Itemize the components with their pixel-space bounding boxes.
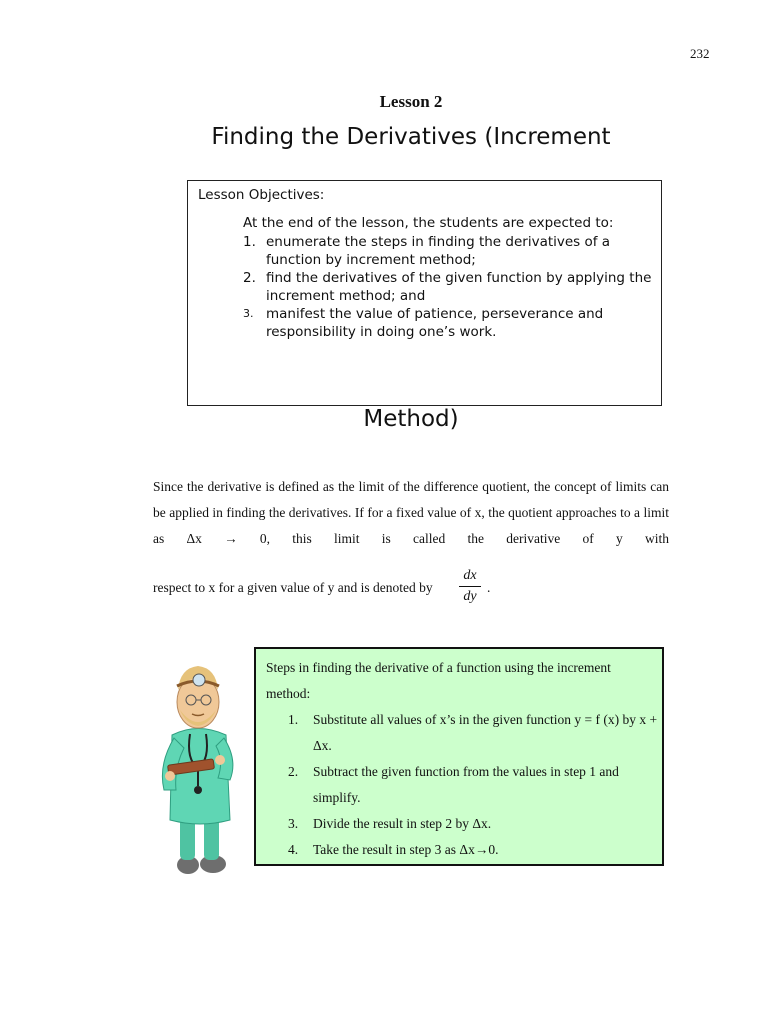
list-item-text: enumerate the steps in finding the derivatives of a function by increment method; — [266, 234, 611, 268]
fraction-denominator: dy — [463, 589, 477, 604]
doctor-with-clipboard-icon — [150, 650, 240, 885]
list-item-number: 2. — [243, 270, 256, 286]
list-item — [288, 707, 658, 759]
list-item-text: Subtract the given function from the values in step 1 and simplify. — [313, 764, 619, 805]
list-item-number: 3. — [288, 816, 299, 831]
objectives-list — [243, 233, 653, 341]
list-item — [288, 811, 658, 837]
list-item-number: 1. — [243, 234, 256, 250]
objectives-box — [187, 180, 662, 406]
list-item — [288, 837, 658, 863]
list-item — [243, 233, 653, 269]
sentence-period: . — [487, 580, 491, 595]
page-title-continued: Method) — [363, 406, 459, 432]
body-paragraph-last-line: respect to x for a given value of y and is denoted by — [153, 580, 433, 595]
list-item — [243, 305, 653, 341]
page-number: 232 — [690, 46, 710, 61]
list-item — [288, 759, 658, 811]
steps-box — [254, 647, 664, 866]
list-item-text: manifest the value of patience, perseverance and responsibility in doing one’s work. — [266, 306, 604, 340]
list-item-number: 3. — [243, 307, 254, 320]
list-item-number: 4. — [288, 842, 299, 857]
list-item-text: find the derivatives of the given function by applying the increment method; and — [266, 270, 652, 304]
objectives-intro: At the end of the lesson, the students are expected to: — [243, 215, 614, 231]
list-item — [243, 269, 653, 305]
steps-intro: Steps in finding the derivative of a function using the increment method: — [266, 660, 611, 701]
objectives-heading: Lesson Objectives: — [198, 187, 325, 203]
list-item-number: 2. — [288, 764, 299, 779]
derivative-fraction — [458, 566, 482, 607]
lesson-label: Lesson 2 — [379, 92, 443, 111]
list-item-text: Divide the result in step 2 by Δx. — [313, 816, 492, 831]
list-item-text: Substitute all values of x’s in the given function y = f (x) by x + Δx. — [313, 712, 658, 753]
fraction-numerator: dx — [463, 568, 477, 583]
steps-list — [288, 707, 658, 863]
list-item-number: 1. — [288, 712, 299, 727]
body-paragraph: Since the derivative is defined as the limit of the difference quotient, the concept of limits can be applied in finding the derivatives. If for a fixed value of x, the quotient approaches to a limit as Δx → 0, this limit is called the derivative of y with — [153, 479, 669, 546]
list-item-text: Take the result in step 3 as Δx→0. — [313, 842, 499, 857]
page-title: Finding the Derivatives (Increment — [211, 124, 611, 150]
